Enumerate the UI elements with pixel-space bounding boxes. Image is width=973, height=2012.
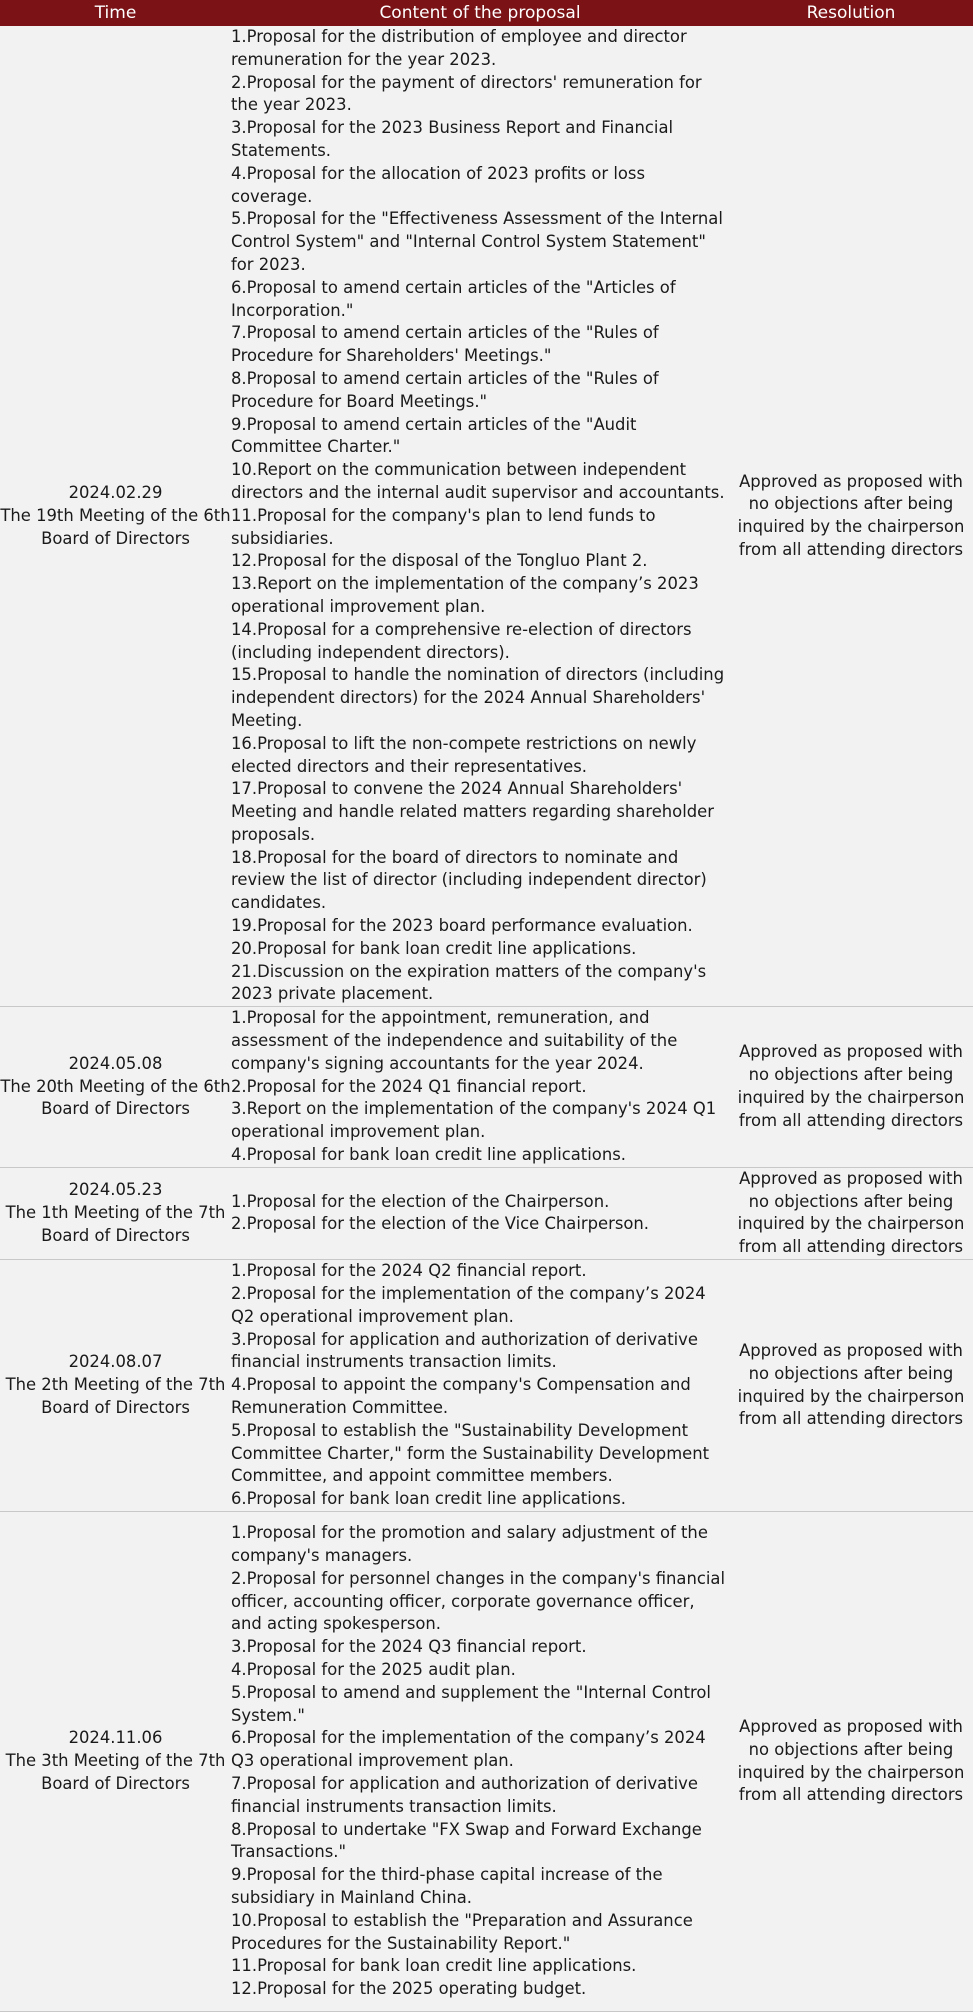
- proposal-item: 12.Proposal for the disposal of the Tongluo Plant 2.: [231, 551, 648, 571]
- proposal-item: 1.Proposal for the promotion and salary adjustment of the company's managers.: [231, 1523, 708, 1565]
- proposal-item: 18.Proposal for the board of directors to nominate and review the list of director (including independent director) candidates.: [231, 847, 707, 913]
- table-row: [0, 1167, 973, 1259]
- proposal-item: 2.Proposal for the election of the Vice Chairperson.: [231, 1214, 650, 1234]
- proposal-item: 4.Proposal for the allocation of 2023 profits or loss coverage.: [231, 163, 645, 206]
- table-row: [0, 1260, 973, 1512]
- proposal-item: 5.Proposal to amend and supplement the "Internal Control System.": [231, 1682, 711, 1725]
- proposal-item: 8.Proposal to amend certain articles of the "Rules of Procedure for Board Meetings.": [231, 368, 659, 411]
- proposal-item: 13.Report on the implementation of the company’s 2023 operational improvement plan.: [231, 574, 699, 616]
- proposal-item: 10.Proposal to establish the "Preparation and Assurance Procedures for the Sustainability Report.": [231, 1910, 693, 1953]
- proposal-item: 19.Proposal for the 2023 board performance evaluation.: [231, 916, 693, 936]
- proposal-item: 3.Proposal for the 2024 Q3 financial report.: [231, 1637, 587, 1657]
- proposal-item: 6.Proposal to amend certain articles of the "Articles of Incorporation.": [231, 277, 676, 320]
- proposal-item: 6.Proposal for the implementation of the company’s 2024 Q3 operational improvement plan.: [231, 1728, 706, 1771]
- proposal-item: 5.Proposal for the "Effectiveness Assessment of the Internal Control System" and "Internal Control System Statement" for 2023.: [231, 209, 723, 274]
- content-cell: [231, 1007, 729, 1168]
- meeting-title: The 1th Meeting of the 7th Board of Directors: [5, 1203, 226, 1245]
- proposal-item: 1.Proposal for the appointment, remuneration, and assessment of the independence and suitability of the company's signing accountants for the year 2024.: [231, 1008, 678, 1073]
- header-resolution: Resolution: [729, 0, 973, 26]
- proposal-item: 21.Discussion on the expiration matters of the company's 2023 private placement.: [231, 961, 707, 1004]
- meeting-date: 2024.05.08: [68, 1053, 163, 1073]
- header-time: Time: [0, 0, 231, 26]
- time-cell: [0, 1007, 231, 1168]
- meeting-title: The 2th Meeting of the 7th Board of Directors: [5, 1375, 226, 1417]
- proposal-item: 8.Proposal to undertake "FX Swap and Forward Exchange Transactions.": [231, 1819, 702, 1862]
- proposal-item: 15.Proposal to handle the nomination of directors (including independent directors) for the 2024 Annual Shareholders' Meeting.: [231, 665, 725, 730]
- proposal-item: 4.Proposal for bank loan credit line applications.: [231, 1145, 626, 1165]
- table-row: [0, 1512, 973, 2012]
- table-row: [0, 26, 973, 1007]
- meeting-title: The 20th Meeting of the 6th Board of Directors: [0, 1076, 231, 1119]
- header-row: [0, 0, 973, 26]
- proposal-item: 7.Proposal for application and authorization of derivative financial instruments transaction limits.: [231, 1773, 698, 1816]
- proposal-item: 20.Proposal for bank loan credit line applications.: [231, 938, 637, 958]
- proposal-item: 1.Proposal for the election of the Chairperson.: [231, 1191, 610, 1211]
- resolution-cell: Approved as proposed with no objections after being inquired by the chairperson from all attending directors: [729, 1512, 973, 2012]
- time-cell: [0, 1167, 231, 1259]
- meeting-title: The 3th Meeting of the 7th Board of Directors: [5, 1751, 226, 1793]
- meeting-date: 2024.02.29: [68, 482, 163, 502]
- proposal-item: 4.Proposal for the 2025 audit plan.: [231, 1659, 516, 1679]
- proposal-item: 10.Report on the communication between independent directors and the internal audit supervisor and accountants.: [231, 460, 725, 502]
- meeting-date: 2024.05.23: [68, 1180, 163, 1200]
- proposal-item: 6.Proposal for bank loan credit line applications.: [231, 1489, 626, 1509]
- proposal-item: 1.Proposal for the 2024 Q2 financial report.: [231, 1261, 587, 1281]
- proposal-item: 5.Proposal to establish the "Sustainability Development Committee Charter," form the Sustainability Development Committee, and appoint committee members.: [231, 1420, 710, 1486]
- proposal-item: 9.Proposal for the third-phase capital increase of the subsidiary in Mainland China.: [231, 1865, 663, 1907]
- content-cell: [231, 1260, 729, 1512]
- resolution-cell: Approved as proposed with no objections after being inquired by the chairperson from all attending directors: [729, 26, 973, 1007]
- header-content: Content of the proposal: [231, 0, 729, 26]
- proposal-item: 16.Proposal to lift the non-compete restrictions on newly elected directors and their representatives.: [231, 733, 697, 776]
- proposal-item: 14.Proposal for a comprehensive re-election of directors (including independent directors).: [231, 619, 692, 662]
- content-cell: [231, 1167, 729, 1259]
- proposal-item: 3.Proposal for application and authorization of derivative financial instruments transaction limits.: [231, 1329, 698, 1372]
- table-header: [0, 0, 973, 26]
- table-row: [0, 1007, 973, 1168]
- meeting-date: 2024.11.06: [68, 1728, 163, 1748]
- resolution-cell: Approved as proposed with no objections after being inquired by the chairperson from all attending directors: [729, 1260, 973, 1512]
- proposal-item: 3.Proposal for the 2023 Business Report and Financial Statements.: [231, 118, 674, 160]
- table-body: [0, 26, 973, 2012]
- proposal-item: 9.Proposal to amend certain articles of the "Audit Committee Charter.": [231, 414, 637, 457]
- proposal-item: 7.Proposal to amend certain articles of the "Rules of Procedure for Shareholders' Meetings.": [231, 323, 659, 366]
- proposal-item: 2.Proposal for the implementation of the company’s 2024 Q2 operational improvement plan.: [231, 1283, 706, 1326]
- proposal-item: 3.Report on the implementation of the company's 2024 Q1 operational improvement plan.: [231, 1099, 717, 1142]
- time-cell: [0, 1260, 231, 1512]
- resolution-cell: Approved as proposed with no objections after being inquired by the chairperson from all attending directors: [729, 1167, 973, 1259]
- proposal-item: 11.Proposal for bank loan credit line applications.: [231, 1956, 637, 1976]
- time-cell: [0, 26, 231, 1007]
- resolution-cell: Approved as proposed with no objections after being inquired by the chairperson from all attending directors: [729, 1007, 973, 1168]
- proposal-item: 2.Proposal for the payment of directors' remuneration for the year 2023.: [231, 72, 702, 115]
- content-cell: [231, 1512, 729, 2012]
- proposal-item: 2.Proposal for personnel changes in the company's financial officer, accounting officer, corporate governance officer, and acting spokesperson.: [231, 1568, 726, 1634]
- content-cell: [231, 26, 729, 1007]
- proposal-item: 1.Proposal for the distribution of employee and director remuneration for the year 2023.: [231, 27, 687, 69]
- proposal-item: 4.Proposal to appoint the company's Compensation and Remuneration Committee.: [231, 1375, 691, 1417]
- proposal-item: 11.Proposal for the company's plan to lend funds to subsidiaries.: [231, 505, 656, 548]
- proposal-item: 12.Proposal for the 2025 operating budget.: [231, 1979, 587, 1999]
- meeting-date: 2024.08.07: [68, 1352, 163, 1372]
- proposal-item: 17.Proposal to convene the 2024 Annual Shareholders' Meeting and handle related matters regarding shareholder proposals.: [231, 779, 714, 844]
- proposal-item: 2.Proposal for the 2024 Q1 financial report.: [231, 1076, 587, 1096]
- meeting-title: The 19th Meeting of the 6th Board of Directors: [0, 505, 231, 548]
- time-cell: [0, 1512, 231, 2012]
